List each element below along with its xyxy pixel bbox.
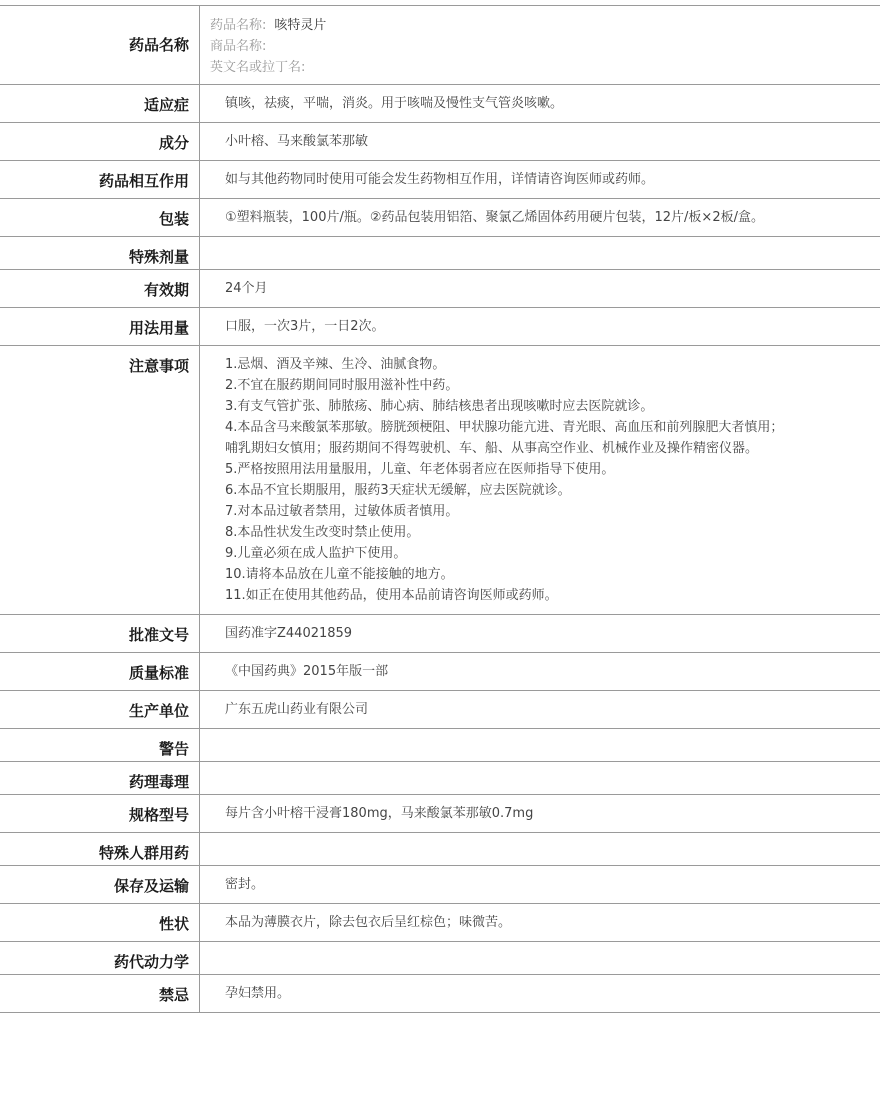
row-special-population [0, 833, 880, 866]
latin-name-key: 英文名或拉丁名: [210, 60, 306, 75]
row-label: 警告 [0, 729, 200, 761]
row-value [200, 833, 880, 865]
list-item: 8.本品性状发生改变时禁止使用。 [225, 525, 420, 540]
row-pharmacology [0, 762, 880, 795]
generic-name-line [210, 15, 870, 36]
row-label: 质量标准 [0, 653, 200, 690]
row-value [200, 237, 880, 269]
row-validity [0, 270, 880, 308]
row-indication [0, 85, 880, 123]
precautions-list [200, 346, 880, 614]
row-precautions [0, 346, 880, 615]
row-warning [0, 729, 880, 762]
row-approval-number [0, 615, 880, 653]
row-manufacturer [0, 691, 880, 729]
list-item: 9.儿童必须在成人监护下使用。 [225, 546, 407, 561]
row-value: ①塑料瓶装，100片/瓶。②药品包装用铝箔、聚氯乙烯固体药用硬片包装，12片/板×2板/盒。 [225, 210, 764, 225]
row-value: 《中国药典》2015年版一部 [225, 664, 389, 679]
row-value [200, 942, 880, 974]
row-specification [0, 795, 880, 833]
list-item: 4.本品含马来酸氯苯那敏。膀胱颈梗阻、甲状腺功能亢进、青光眼、高血压和前列腺肥大者慎用；哺乳期妇女慎用；服药期间不得驾驶机、车、船、从事高空作业、机械作业及操作精密仪器。 [225, 420, 784, 456]
row-packaging [0, 199, 880, 237]
row-usage [0, 308, 880, 346]
row-label: 有效期 [0, 270, 200, 307]
row-label: 规格型号 [0, 795, 200, 832]
drug-info-table [0, 5, 880, 1013]
row-value: 广东五虎山药业有限公司 [225, 702, 369, 717]
list-item: 6.本品不宜长期服用，服药3天症状无缓解，应去医院就诊。 [225, 483, 571, 498]
row-ingredients [0, 123, 880, 161]
drug-name-fields [200, 6, 880, 84]
row-value-wrapper [200, 199, 880, 236]
row-storage [0, 866, 880, 904]
row-value: 国药准字Z44021859 [225, 626, 353, 641]
row-drug-name [0, 6, 880, 85]
list-item: 10.请将本品放在儿童不能接触的地方。 [225, 567, 454, 582]
generic-name-value: 咳特灵片 [274, 18, 327, 33]
list-item: 3.有支气管扩张、肺脓疡、肺心病、肺结核患者出现咳嗽时应去医院就诊。 [225, 399, 654, 414]
list-item: 11.如正在使用其他药品，使用本品前请咨询医师或药师。 [225, 588, 558, 603]
row-value: 24个月 [225, 281, 268, 296]
row-label: 禁忌 [0, 975, 200, 1012]
row-label: 适应症 [0, 85, 200, 122]
row-value: 密封。 [225, 877, 265, 892]
row-label: 特殊剂量 [0, 237, 200, 269]
list-item: 1.忌烟、酒及辛辣、生冷、油腻食物。 [225, 357, 446, 372]
row-label: 药品名称 [0, 6, 200, 84]
row-special-dosage [0, 237, 880, 270]
row-label: 特殊人群用药 [0, 833, 200, 865]
row-appearance [0, 904, 880, 942]
row-contraindications [0, 975, 880, 1013]
row-value: 本品为薄膜衣片，除去包衣后呈红棕色；味微苦。 [225, 915, 512, 930]
row-value: 孕妇禁用。 [225, 986, 291, 1001]
row-quality-standard [0, 653, 880, 691]
row-label: 注意事项 [0, 346, 200, 614]
row-value: 如与其他药物同时使用可能会发生药物相互作用，详情请咨询医师或药师。 [225, 172, 655, 187]
row-label: 用法用量 [0, 308, 200, 345]
trade-name-key: 商品名称: [210, 39, 267, 54]
row-value [200, 762, 880, 794]
generic-name-key: 药品名称: [210, 18, 267, 33]
latin-name-line [210, 57, 870, 78]
row-value: 镇咳，祛痰，平喘，消炎。用于咳喘及慢性支气管炎咳嗽。 [225, 96, 564, 111]
list-item: 2.不宜在服药期间同时服用滋补性中药。 [225, 378, 459, 393]
list-item: 7.对本品过敏者禁用，过敏体质者慎用。 [225, 504, 459, 519]
row-pharmacokinetics [0, 942, 880, 975]
trade-name-line [210, 36, 870, 57]
row-value: 口服，一次3片，一日2次。 [225, 319, 385, 334]
row-label: 药理毒理 [0, 762, 200, 794]
row-label: 批准文号 [0, 615, 200, 652]
row-label: 药代动力学 [0, 942, 200, 974]
row-value [200, 729, 880, 761]
row-value: 每片含小叶榕干浸膏180mg，马来酸氯苯那敏0.7mg [225, 806, 534, 821]
row-value: 小叶榕、马来酸氯苯那敏 [225, 134, 369, 149]
row-label: 性状 [0, 904, 200, 941]
list-item: 5.严格按照用法用量服用，儿童、年老体弱者应在医师指导下使用。 [225, 462, 615, 477]
row-label: 生产单位 [0, 691, 200, 728]
row-label: 保存及运输 [0, 866, 200, 903]
row-label: 包装 [0, 199, 200, 236]
row-label: 成分 [0, 123, 200, 160]
row-interactions [0, 161, 880, 199]
row-label: 药品相互作用 [0, 161, 200, 198]
